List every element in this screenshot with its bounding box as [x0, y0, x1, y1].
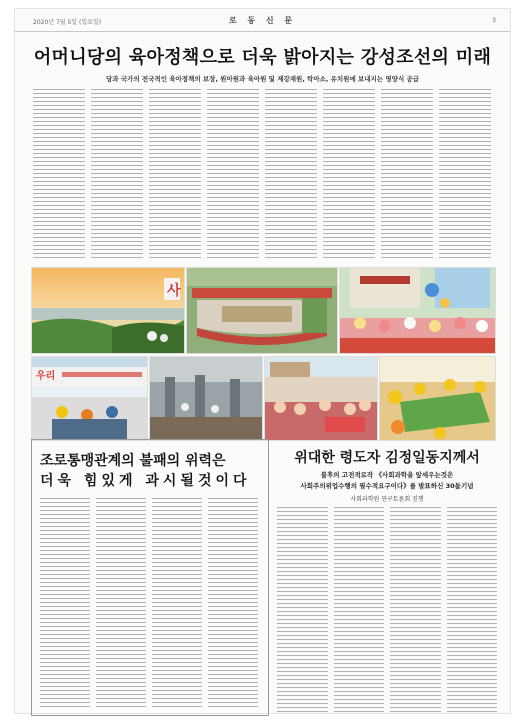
main-headline: 어머니당의 육아정책으로 더욱 밝아지는 강성조선의 미래	[33, 47, 492, 68]
left-article-box	[31, 439, 269, 716]
photo-children-table	[379, 356, 496, 441]
masthead	[15, 9, 510, 32]
right-article-subtitle-1: 불후의 고전적로작 《사회과학을 앞세우는것은	[320, 471, 454, 479]
photo-sign-text: 사	[167, 283, 181, 299]
photo-aerial-building	[186, 267, 338, 354]
main-subhead: 당과 국가의 전국적인 육아정책의 보장, 원아원과 육아원 및 제강재원, 탁아소, 유치원에 보내지는 영양식 공급	[105, 75, 420, 83]
right-article-byline: 사회과학원 연구토론회 진행	[350, 496, 424, 503]
photo-children-outdoor	[264, 356, 378, 441]
text-column	[334, 507, 385, 712]
text-column	[323, 89, 375, 261]
photo-collage	[31, 267, 494, 439]
text-column	[439, 89, 491, 261]
left-article-body	[40, 498, 258, 708]
text-column	[208, 498, 258, 708]
text-column	[207, 89, 259, 261]
issue-date: 2020년 7월 5일 (일요일)	[33, 19, 102, 26]
page-number: 3	[492, 17, 496, 24]
text-column	[96, 498, 146, 708]
text-column	[40, 498, 90, 708]
photo-children-balloons	[339, 267, 496, 354]
left-article-title-line1: 조로통맹관계의 불패의 위력은	[40, 453, 226, 469]
main-article-body	[33, 89, 491, 261]
text-column	[277, 507, 328, 712]
newspaper-name: 로 동 신 문	[228, 16, 297, 25]
photo-sign-text: 우리	[36, 371, 56, 382]
photo-factory-interior	[149, 356, 263, 441]
photo-riverside-sunset	[31, 267, 185, 354]
right-article-subtitle-2: 사회주의위업수행의 필수적요구이다》를 발표하신 30돐기념	[300, 482, 474, 490]
text-column	[152, 498, 202, 708]
text-column	[447, 507, 498, 712]
text-column	[390, 507, 441, 712]
text-column	[265, 89, 317, 261]
left-article-title-line2: 더욱 힘있게 과시될것이다	[40, 473, 251, 489]
newspaper-page	[14, 8, 511, 714]
text-column	[149, 89, 201, 261]
text-column	[33, 89, 85, 261]
text-column	[381, 89, 433, 261]
text-column	[91, 89, 143, 261]
right-article-body	[277, 507, 497, 712]
photo-nursery-sign	[31, 356, 148, 441]
right-article-title: 위대한 령도자 김정일동지께서	[294, 450, 480, 466]
